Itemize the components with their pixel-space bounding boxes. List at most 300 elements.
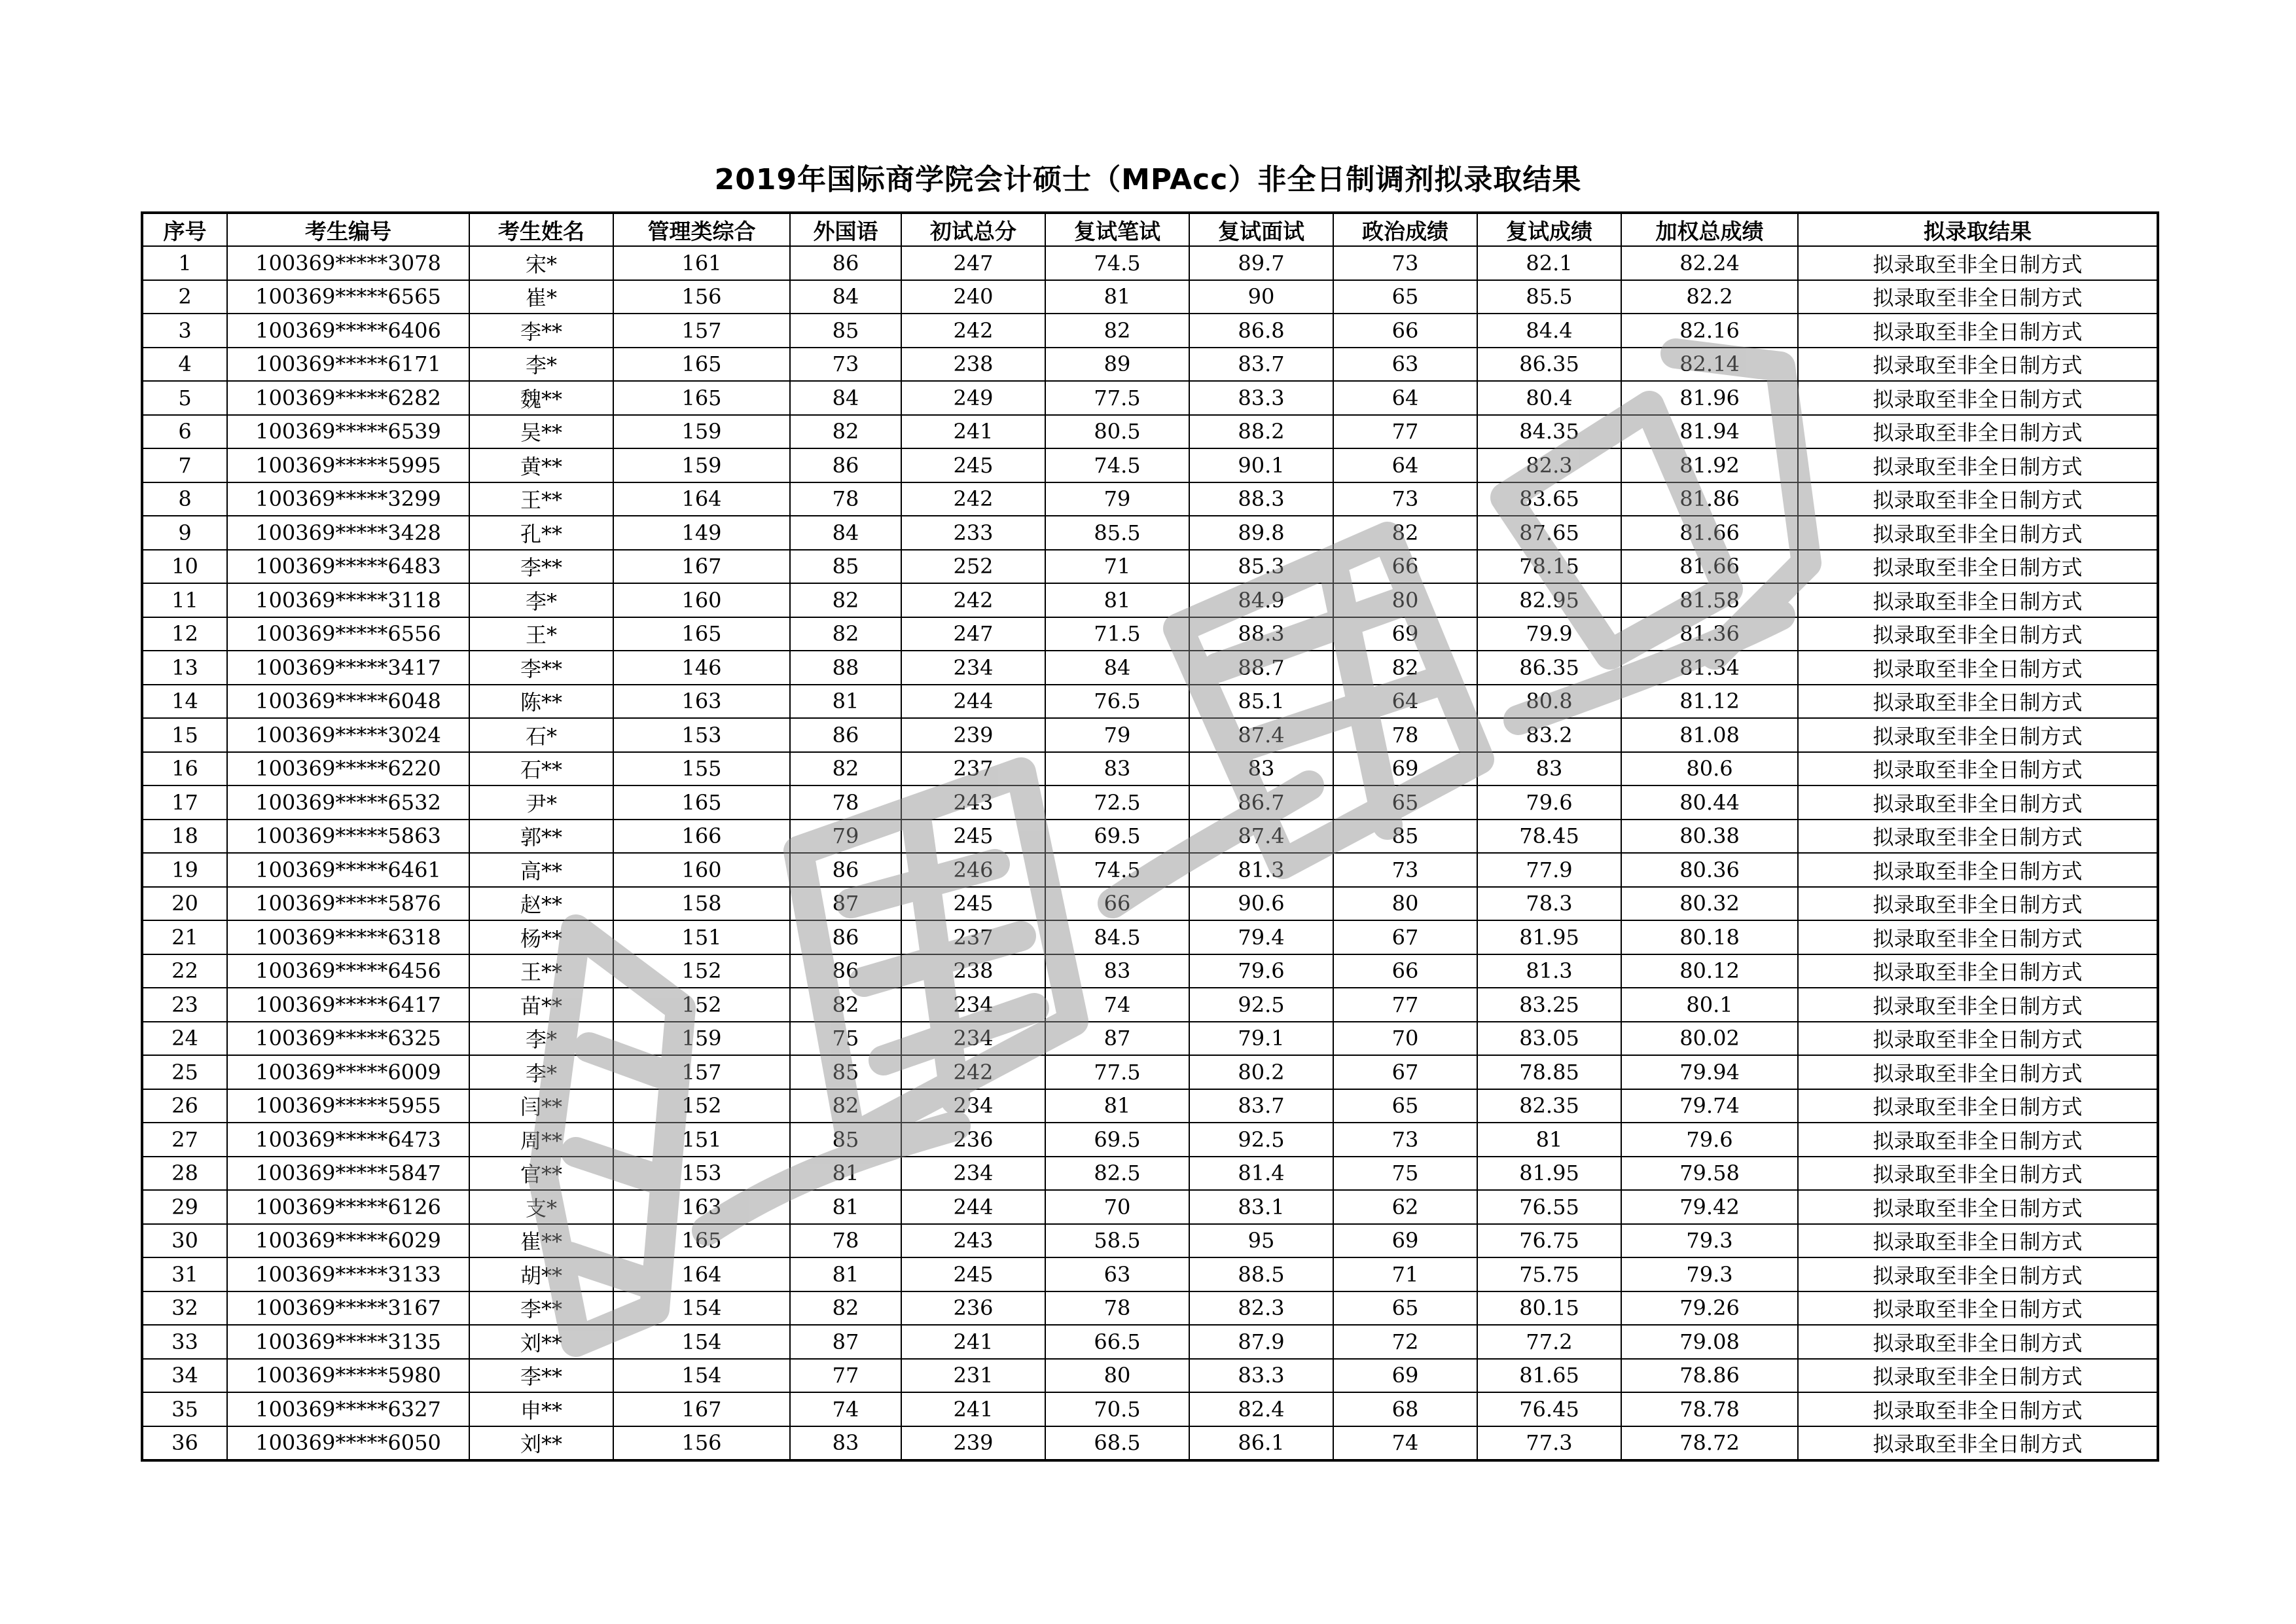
cell-admission-result: 拟录取至非全日制方式 [1798,988,2158,1022]
cell-initial-total: 245 [901,448,1045,482]
col-header-management-comprehensive: 管理类综合 [613,213,790,246]
cell-politics-score: 67 [1333,1055,1477,1089]
cell-retest-written: 77.5 [1045,1055,1189,1089]
table-row [142,1022,2158,1056]
cell-retest-written: 70.5 [1045,1392,1189,1426]
cell-candidate-id: 100369*****3024 [227,718,469,752]
cell-retest-written: 70 [1045,1190,1189,1224]
cell-retest-score: 76.75 [1477,1224,1621,1258]
cell-admission-result: 拟录取至非全日制方式 [1798,954,2158,988]
cell-management-comprehensive: 165 [613,1224,790,1258]
cell-politics-score: 75 [1333,1157,1477,1191]
cell-management-comprehensive: 159 [613,1022,790,1056]
cell-foreign-language: 81 [790,685,901,719]
table-row [142,718,2158,752]
cell-retest-score: 82.35 [1477,1089,1621,1123]
cell-retest-interview: 84.9 [1189,583,1333,617]
cell-candidate-name: 胡** [469,1257,613,1291]
cell-candidate-id: 100369*****6456 [227,954,469,988]
cell-retest-written: 72.5 [1045,785,1189,820]
cell-weighted-total: 78.72 [1621,1426,1798,1461]
table-row [142,516,2158,550]
table-row [142,785,2158,820]
table-row [142,685,2158,719]
cell-management-comprehensive: 159 [613,448,790,482]
cell-foreign-language: 74 [790,1392,901,1426]
cell-weighted-total: 80.6 [1621,752,1798,786]
cell-candidate-name: 李** [469,1291,613,1326]
cell-candidate-name: 李** [469,550,613,584]
table-row [142,583,2158,617]
cell-foreign-language: 84 [790,516,901,550]
cell-retest-written: 76.5 [1045,685,1189,719]
cell-weighted-total: 80.36 [1621,853,1798,887]
cell-candidate-id: 100369*****6532 [227,785,469,820]
cell-retest-written: 81 [1045,280,1189,314]
cell-management-comprehensive: 161 [613,246,790,280]
cell-admission-result: 拟录取至非全日制方式 [1798,280,2158,314]
cell-candidate-name: 崔* [469,280,613,314]
cell-weighted-total: 79.58 [1621,1157,1798,1191]
col-header-candidate-id: 考生编号 [227,213,469,246]
cell-retest-interview: 86.1 [1189,1426,1333,1461]
col-header-retest-interview: 复试面试 [1189,213,1333,246]
cell-retest-score: 79.6 [1477,785,1621,820]
cell-foreign-language: 86 [790,920,901,954]
cell-retest-interview: 83.3 [1189,381,1333,415]
cell-foreign-language: 84 [790,280,901,314]
cell-weighted-total: 80.38 [1621,820,1798,854]
cell-weighted-total: 80.02 [1621,1022,1798,1056]
cell-management-comprehensive: 163 [613,685,790,719]
cell-admission-result: 拟录取至非全日制方式 [1798,1022,2158,1056]
cell-initial-total: 241 [901,415,1045,449]
cell-admission-result: 拟录取至非全日制方式 [1798,415,2158,449]
cell-retest-written: 83 [1045,954,1189,988]
cell-candidate-id: 100369*****6417 [227,988,469,1022]
cell-weighted-total: 81.66 [1621,516,1798,550]
cell-admission-result: 拟录取至非全日制方式 [1798,785,2158,820]
cell-politics-score: 72 [1333,1325,1477,1359]
cell-retest-score: 80.15 [1477,1291,1621,1326]
table-body [142,246,2158,1460]
cell-management-comprehensive: 165 [613,348,790,382]
cell-initial-total: 234 [901,988,1045,1022]
cell-candidate-id: 100369*****5847 [227,1157,469,1191]
cell-management-comprehensive: 156 [613,1426,790,1461]
admission-results-table [141,211,2159,1462]
cell-retest-written: 63 [1045,1257,1189,1291]
cell-index: 36 [142,1426,227,1461]
cell-admission-result: 拟录取至非全日制方式 [1798,685,2158,719]
cell-candidate-id: 100369*****6325 [227,1022,469,1056]
cell-initial-total: 243 [901,785,1045,820]
cell-management-comprehensive: 158 [613,887,790,921]
cell-candidate-name: 石** [469,752,613,786]
cell-admission-result: 拟录取至非全日制方式 [1798,1123,2158,1157]
cell-admission-result: 拟录取至非全日制方式 [1798,887,2158,921]
cell-retest-score: 80.4 [1477,381,1621,415]
table-row [142,1190,2158,1224]
cell-management-comprehensive: 152 [613,1089,790,1123]
cell-admission-result: 拟录取至非全日制方式 [1798,314,2158,348]
cell-candidate-id: 100369*****3118 [227,583,469,617]
cell-retest-written: 89 [1045,348,1189,382]
cell-candidate-id: 100369*****5876 [227,887,469,921]
cell-retest-written: 83 [1045,752,1189,786]
cell-weighted-total: 80.32 [1621,887,1798,921]
cell-politics-score: 80 [1333,887,1477,921]
cell-weighted-total: 81.66 [1621,550,1798,584]
cell-weighted-total: 78.86 [1621,1359,1798,1393]
cell-retest-score: 81.95 [1477,1157,1621,1191]
cell-candidate-name: 李** [469,1359,613,1393]
cell-index: 9 [142,516,227,550]
cell-retest-interview: 83.7 [1189,1089,1333,1123]
cell-index: 16 [142,752,227,786]
table-row [142,280,2158,314]
cell-retest-written: 82.5 [1045,1157,1189,1191]
cell-weighted-total: 82.2 [1621,280,1798,314]
cell-weighted-total: 81.58 [1621,583,1798,617]
cell-politics-score: 74 [1333,1426,1477,1461]
cell-management-comprehensive: 157 [613,314,790,348]
cell-admission-result: 拟录取至非全日制方式 [1798,1257,2158,1291]
cell-candidate-name: 苗** [469,988,613,1022]
cell-foreign-language: 85 [790,1055,901,1089]
page-title: 2019年国际商学院会计硕士（MPAcc）非全日制调剂拟录取结果 [714,163,1582,196]
cell-retest-interview: 92.5 [1189,1123,1333,1157]
cell-index: 12 [142,617,227,651]
cell-index: 29 [142,1190,227,1224]
cell-management-comprehensive: 163 [613,1190,790,1224]
cell-politics-score: 65 [1333,785,1477,820]
cell-foreign-language: 78 [790,482,901,516]
cell-weighted-total: 82.24 [1621,246,1798,280]
table-row [142,314,2158,348]
cell-retest-interview: 82.3 [1189,1291,1333,1326]
cell-index: 21 [142,920,227,954]
cell-foreign-language: 82 [790,988,901,1022]
cell-candidate-id: 100369*****6539 [227,415,469,449]
table-row [142,1157,2158,1191]
table-row [142,752,2158,786]
cell-management-comprehensive: 160 [613,583,790,617]
cell-foreign-language: 85 [790,314,901,348]
cell-politics-score: 69 [1333,1224,1477,1258]
cell-politics-score: 65 [1333,1291,1477,1326]
cell-politics-score: 70 [1333,1022,1477,1056]
col-header-retest-written: 复试笔试 [1045,213,1189,246]
table-row [142,651,2158,685]
cell-index: 35 [142,1392,227,1426]
cell-retest-interview: 83.3 [1189,1359,1333,1393]
cell-index: 27 [142,1123,227,1157]
cell-index: 5 [142,381,227,415]
col-header-foreign-language: 外国语 [790,213,901,246]
cell-initial-total: 240 [901,280,1045,314]
cell-weighted-total: 81.12 [1621,685,1798,719]
cell-management-comprehensive: 155 [613,752,790,786]
cell-admission-result: 拟录取至非全日制方式 [1798,718,2158,752]
cell-foreign-language: 82 [790,1089,901,1123]
cell-retest-written: 80.5 [1045,415,1189,449]
col-header-politics-score: 政治成绩 [1333,213,1477,246]
cell-politics-score: 64 [1333,381,1477,415]
table-row [142,1224,2158,1258]
cell-foreign-language: 77 [790,1359,901,1393]
cell-retest-interview: 82.4 [1189,1392,1333,1426]
header-row [142,213,2158,246]
cell-candidate-name: 魏** [469,381,613,415]
cell-management-comprehensive: 153 [613,718,790,752]
cell-candidate-id: 100369*****6327 [227,1392,469,1426]
cell-admission-result: 拟录取至非全日制方式 [1798,516,2158,550]
cell-weighted-total: 79.42 [1621,1190,1798,1224]
cell-retest-score: 82.95 [1477,583,1621,617]
cell-foreign-language: 87 [790,887,901,921]
cell-candidate-id: 100369*****5995 [227,448,469,482]
cell-admission-result: 拟录取至非全日制方式 [1798,448,2158,482]
cell-weighted-total: 79.08 [1621,1325,1798,1359]
cell-candidate-id: 100369*****3417 [227,651,469,685]
cell-management-comprehensive: 146 [613,651,790,685]
cell-foreign-language: 79 [790,820,901,854]
cell-candidate-id: 100369*****6565 [227,280,469,314]
cell-weighted-total: 79.6 [1621,1123,1798,1157]
cell-weighted-total: 81.36 [1621,617,1798,651]
cell-retest-interview: 79.1 [1189,1022,1333,1056]
cell-candidate-name: 宋* [469,246,613,280]
table-row [142,1089,2158,1123]
cell-candidate-id: 100369*****6009 [227,1055,469,1089]
cell-retest-written: 84.5 [1045,920,1189,954]
table-row [142,381,2158,415]
cell-candidate-name: 王* [469,617,613,651]
cell-initial-total: 236 [901,1291,1045,1326]
cell-retest-written: 71.5 [1045,617,1189,651]
cell-index: 26 [142,1089,227,1123]
cell-candidate-name: 赵** [469,887,613,921]
cell-initial-total: 234 [901,1089,1045,1123]
cell-retest-written: 81 [1045,1089,1189,1123]
table-row [142,1426,2158,1461]
cell-admission-result: 拟录取至非全日制方式 [1798,1291,2158,1326]
cell-politics-score: 85 [1333,820,1477,854]
cell-retest-score: 82.1 [1477,246,1621,280]
cell-candidate-id: 100369*****3428 [227,516,469,550]
cell-retest-interview: 89.8 [1189,516,1333,550]
cell-retest-score: 84.4 [1477,314,1621,348]
cell-candidate-id: 100369*****6029 [227,1224,469,1258]
cell-initial-total: 233 [901,516,1045,550]
cell-retest-score: 85.5 [1477,280,1621,314]
cell-retest-interview: 83 [1189,752,1333,786]
cell-admission-result: 拟录取至非全日制方式 [1798,1359,2158,1393]
cell-retest-interview: 86.8 [1189,314,1333,348]
cell-management-comprehensive: 167 [613,550,790,584]
cell-index: 33 [142,1325,227,1359]
cell-weighted-total: 80.18 [1621,920,1798,954]
cell-retest-written: 69.5 [1045,1123,1189,1157]
cell-candidate-id: 100369*****6126 [227,1190,469,1224]
cell-initial-total: 234 [901,651,1045,685]
cell-candidate-id: 100369*****6406 [227,314,469,348]
cell-politics-score: 77 [1333,415,1477,449]
cell-retest-score: 77.3 [1477,1426,1621,1461]
cell-index: 24 [142,1022,227,1056]
cell-politics-score: 69 [1333,1359,1477,1393]
table-row [142,1257,2158,1291]
cell-retest-interview: 95 [1189,1224,1333,1258]
cell-retest-written: 74.5 [1045,853,1189,887]
cell-index: 22 [142,954,227,988]
cell-initial-total: 238 [901,348,1045,382]
cell-initial-total: 237 [901,920,1045,954]
cell-initial-total: 242 [901,1055,1045,1089]
cell-admission-result: 拟录取至非全日制方式 [1798,1426,2158,1461]
cell-weighted-total: 80.1 [1621,988,1798,1022]
cell-retest-score: 81.95 [1477,920,1621,954]
cell-retest-written: 66 [1045,887,1189,921]
cell-management-comprehensive: 159 [613,415,790,449]
cell-retest-score: 83.65 [1477,482,1621,516]
cell-politics-score: 73 [1333,1123,1477,1157]
cell-candidate-name: 支* [469,1190,613,1224]
cell-candidate-id: 100369*****6171 [227,348,469,382]
table-row [142,920,2158,954]
cell-foreign-language: 82 [790,617,901,651]
cell-retest-written: 87 [1045,1022,1189,1056]
cell-index: 18 [142,820,227,854]
cell-management-comprehensive: 153 [613,1157,790,1191]
cell-retest-written: 80 [1045,1359,1189,1393]
cell-candidate-name: 吴** [469,415,613,449]
cell-weighted-total: 81.08 [1621,718,1798,752]
cell-retest-written: 68.5 [1045,1426,1189,1461]
cell-admission-result: 拟录取至非全日制方式 [1798,1325,2158,1359]
col-header-admission-result: 拟录取结果 [1798,213,2158,246]
cell-admission-result: 拟录取至非全日制方式 [1798,550,2158,584]
cell-politics-score: 66 [1333,954,1477,988]
cell-retest-score: 78.3 [1477,887,1621,921]
cell-retest-interview: 85.3 [1189,550,1333,584]
cell-index: 4 [142,348,227,382]
cell-admission-result: 拟录取至非全日制方式 [1798,920,2158,954]
cell-candidate-name: 李* [469,1022,613,1056]
cell-candidate-name: 周** [469,1123,613,1157]
cell-retest-written: 78 [1045,1291,1189,1326]
cell-politics-score: 64 [1333,685,1477,719]
cell-initial-total: 239 [901,718,1045,752]
cell-management-comprehensive: 154 [613,1325,790,1359]
cell-admission-result: 拟录取至非全日制方式 [1798,1392,2158,1426]
cell-retest-score: 81.3 [1477,954,1621,988]
cell-retest-score: 86.35 [1477,348,1621,382]
cell-candidate-id: 100369*****5955 [227,1089,469,1123]
cell-candidate-id: 100369*****6050 [227,1426,469,1461]
cell-foreign-language: 73 [790,348,901,382]
cell-retest-written: 58.5 [1045,1224,1189,1258]
cell-retest-score: 82.3 [1477,448,1621,482]
cell-retest-interview: 79.6 [1189,954,1333,988]
cell-politics-score: 73 [1333,853,1477,887]
cell-index: 6 [142,415,227,449]
cell-retest-score: 80.8 [1477,685,1621,719]
cell-politics-score: 71 [1333,1257,1477,1291]
cell-retest-interview: 88.5 [1189,1257,1333,1291]
cell-retest-score: 83.25 [1477,988,1621,1022]
cell-initial-total: 238 [901,954,1045,988]
cell-candidate-id: 100369*****3167 [227,1291,469,1326]
cell-management-comprehensive: 165 [613,785,790,820]
cell-index: 34 [142,1359,227,1393]
cell-weighted-total: 78.78 [1621,1392,1798,1426]
table-row [142,448,2158,482]
cell-initial-total: 231 [901,1359,1045,1393]
cell-politics-score: 69 [1333,617,1477,651]
cell-politics-score: 73 [1333,482,1477,516]
cell-politics-score: 66 [1333,314,1477,348]
cell-initial-total: 241 [901,1325,1045,1359]
table-row [142,415,2158,449]
cell-weighted-total: 81.92 [1621,448,1798,482]
cell-retest-interview: 88.3 [1189,482,1333,516]
cell-initial-total: 247 [901,617,1045,651]
cell-candidate-name: 陈** [469,685,613,719]
cell-weighted-total: 81.96 [1621,381,1798,415]
cell-index: 25 [142,1055,227,1089]
cell-candidate-id: 100369*****6282 [227,381,469,415]
cell-foreign-language: 78 [790,785,901,820]
cell-foreign-language: 86 [790,954,901,988]
cell-management-comprehensive: 157 [613,1055,790,1089]
cell-management-comprehensive: 151 [613,1123,790,1157]
cell-politics-score: 65 [1333,280,1477,314]
cell-retest-score: 75.75 [1477,1257,1621,1291]
col-header-weighted-total: 加权总成绩 [1621,213,1798,246]
cell-foreign-language: 86 [790,448,901,482]
cell-initial-total: 252 [901,550,1045,584]
cell-initial-total: 242 [901,314,1045,348]
cell-retest-written: 79 [1045,482,1189,516]
cell-foreign-language: 85 [790,1123,901,1157]
cell-index: 17 [142,785,227,820]
cell-weighted-total: 79.3 [1621,1257,1798,1291]
cell-candidate-name: 孔** [469,516,613,550]
cell-index: 7 [142,448,227,482]
cell-retest-interview: 88.7 [1189,651,1333,685]
cell-politics-score: 78 [1333,718,1477,752]
cell-candidate-name: 申** [469,1392,613,1426]
cell-candidate-name: 王** [469,482,613,516]
cell-candidate-name: 闫** [469,1089,613,1123]
cell-retest-score: 76.55 [1477,1190,1621,1224]
cell-weighted-total: 81.94 [1621,415,1798,449]
cell-retest-score: 87.65 [1477,516,1621,550]
cell-candidate-name: 官** [469,1157,613,1191]
cell-index: 2 [142,280,227,314]
cell-candidate-id: 100369*****3299 [227,482,469,516]
cell-candidate-name: 王** [469,954,613,988]
table-row [142,887,2158,921]
cell-initial-total: 245 [901,820,1045,854]
cell-initial-total: 234 [901,1157,1045,1191]
cell-retest-score: 84.35 [1477,415,1621,449]
table-row [142,1392,2158,1426]
cell-weighted-total: 79.26 [1621,1291,1798,1326]
cell-foreign-language: 75 [790,1022,901,1056]
